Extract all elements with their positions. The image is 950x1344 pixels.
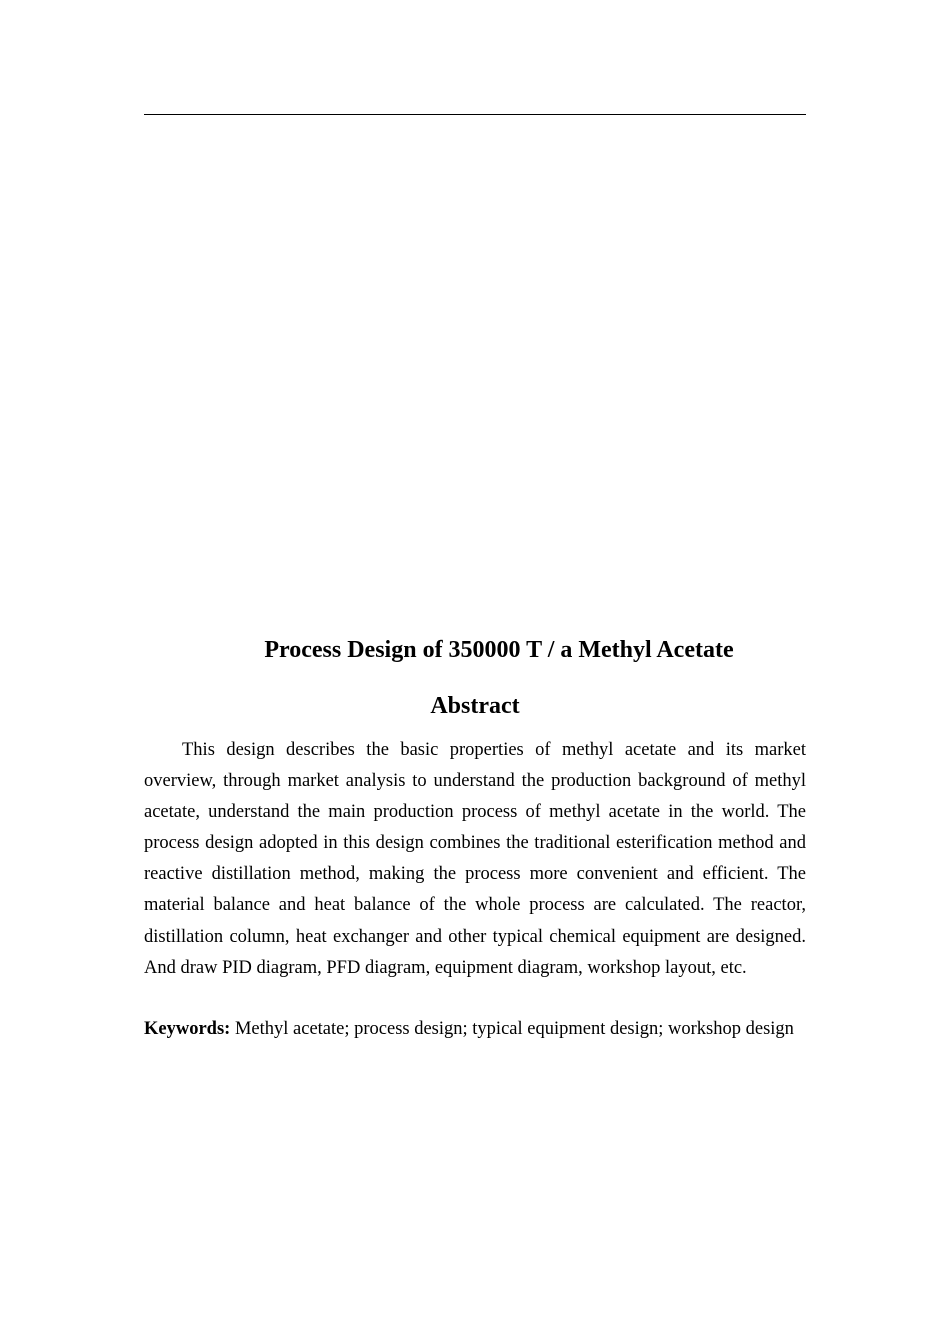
header-rule	[144, 114, 806, 115]
paper-title: Process Design of 350000 T / a Methyl Acetate	[264, 637, 734, 663]
abstract-heading: Abstract	[430, 693, 520, 719]
abstract-body: This design describes the basic properties of methyl acetate and its market overview, through market analysis to understand the production background of methyl acetate, understand the main production process of methyl acetate in the world. The process design adopted in this design combines the traditional esterification method and reactive distillation method, making the process more convenient and efficient. The material balance and heat balance of the whole process are calculated. The reactor, distillation column, heat exchanger and other typical chemical equipment are designed. And draw PID diagram, PFD diagram, equipment diagram, workshop layout, etc.	[144, 740, 806, 978]
keywords-text: Methyl acetate; process design; typical equipment design; workshop design	[234, 1019, 794, 1039]
keywords-label: Keywords:	[144, 1019, 231, 1039]
keywords-line	[144, 1014, 806, 1045]
